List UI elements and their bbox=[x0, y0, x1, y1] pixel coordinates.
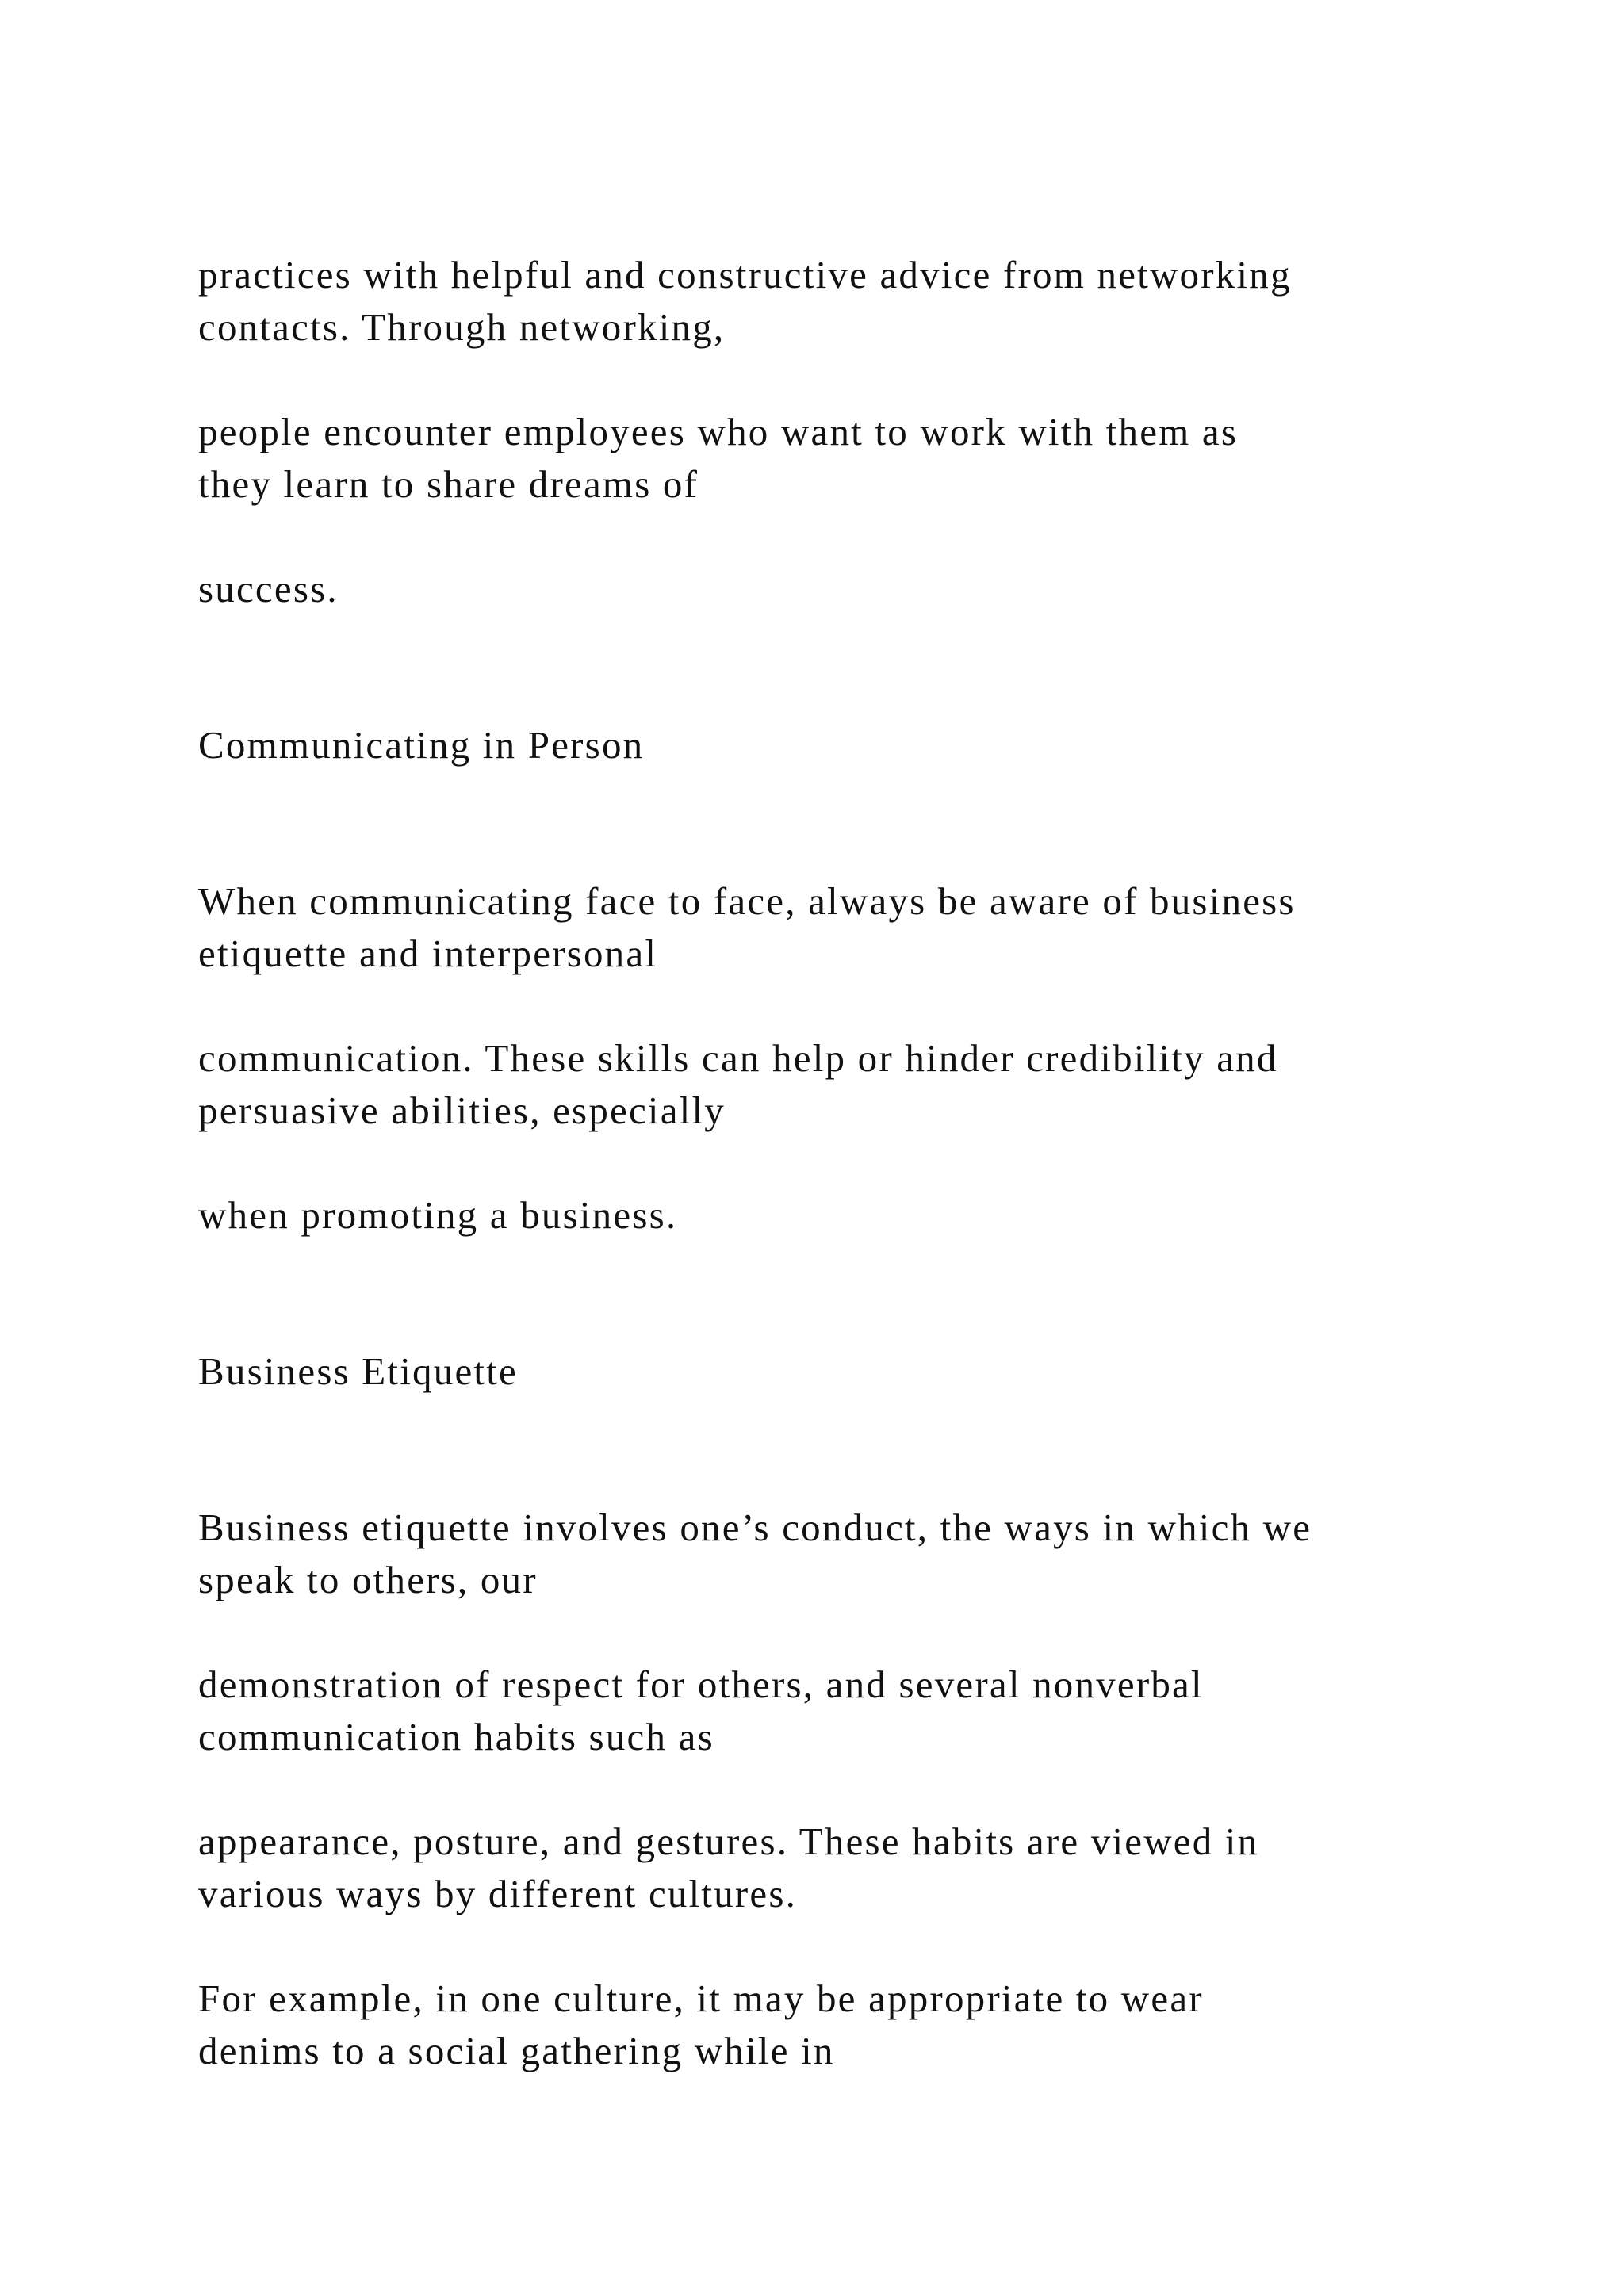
paragraph-success bbox=[198, 563, 1530, 615]
text-line: success. bbox=[198, 567, 339, 610]
text-line: persuasive abilities, especially bbox=[198, 1089, 726, 1132]
heading-text: Business Etiquette bbox=[198, 1349, 518, 1393]
text-line: practices with helpful and constructive advice from networking bbox=[198, 253, 1292, 297]
text-line: they learn to share dreams of bbox=[198, 462, 699, 506]
paragraph-respect bbox=[198, 1659, 1530, 1763]
heading-communicating-in-person bbox=[198, 719, 1530, 771]
text-line: people encounter employees who want to work with them as bbox=[198, 410, 1239, 453]
text-line: communication. These skills can help or hinder credibility and bbox=[198, 1036, 1278, 1080]
text-line: various ways by different cultures. bbox=[198, 1872, 798, 1915]
text-line: For example, in one culture, it may be appropriate to wear bbox=[198, 1976, 1204, 2020]
paragraph-employees bbox=[198, 406, 1530, 511]
paragraph-example bbox=[198, 1973, 1530, 2077]
text-line: denims to a social gathering while in bbox=[198, 2029, 835, 2072]
paragraph-appearance bbox=[198, 1816, 1530, 1920]
text-line: speak to others, our bbox=[198, 1558, 538, 1601]
heading-business-etiquette bbox=[198, 1345, 1530, 1398]
paragraph-networking-advice bbox=[198, 249, 1530, 354]
paragraph-face-to-face bbox=[198, 875, 1530, 980]
text-line: etiquette and interpersonal bbox=[198, 932, 658, 975]
text-line: demonstration of respect for others, and several nonverbal bbox=[198, 1663, 1204, 1706]
paragraph-communication-skills bbox=[198, 1032, 1530, 1137]
text-line: When communicating face to face, always be aware of business bbox=[198, 879, 1296, 923]
paragraph-conduct bbox=[198, 1502, 1530, 1606]
text-line: Business etiquette involves one’s conduct, the ways in which we bbox=[198, 1506, 1312, 1549]
paragraph-promoting-business bbox=[198, 1189, 1530, 1242]
text-line: contacts. Through networking, bbox=[198, 305, 726, 349]
text-line: communication habits such as bbox=[198, 1715, 714, 1758]
text-line: when promoting a business. bbox=[198, 1193, 678, 1237]
text-line: appearance, posture, and gestures. These habits are viewed in bbox=[198, 1820, 1259, 1863]
heading-text: Communicating in Person bbox=[198, 723, 645, 767]
